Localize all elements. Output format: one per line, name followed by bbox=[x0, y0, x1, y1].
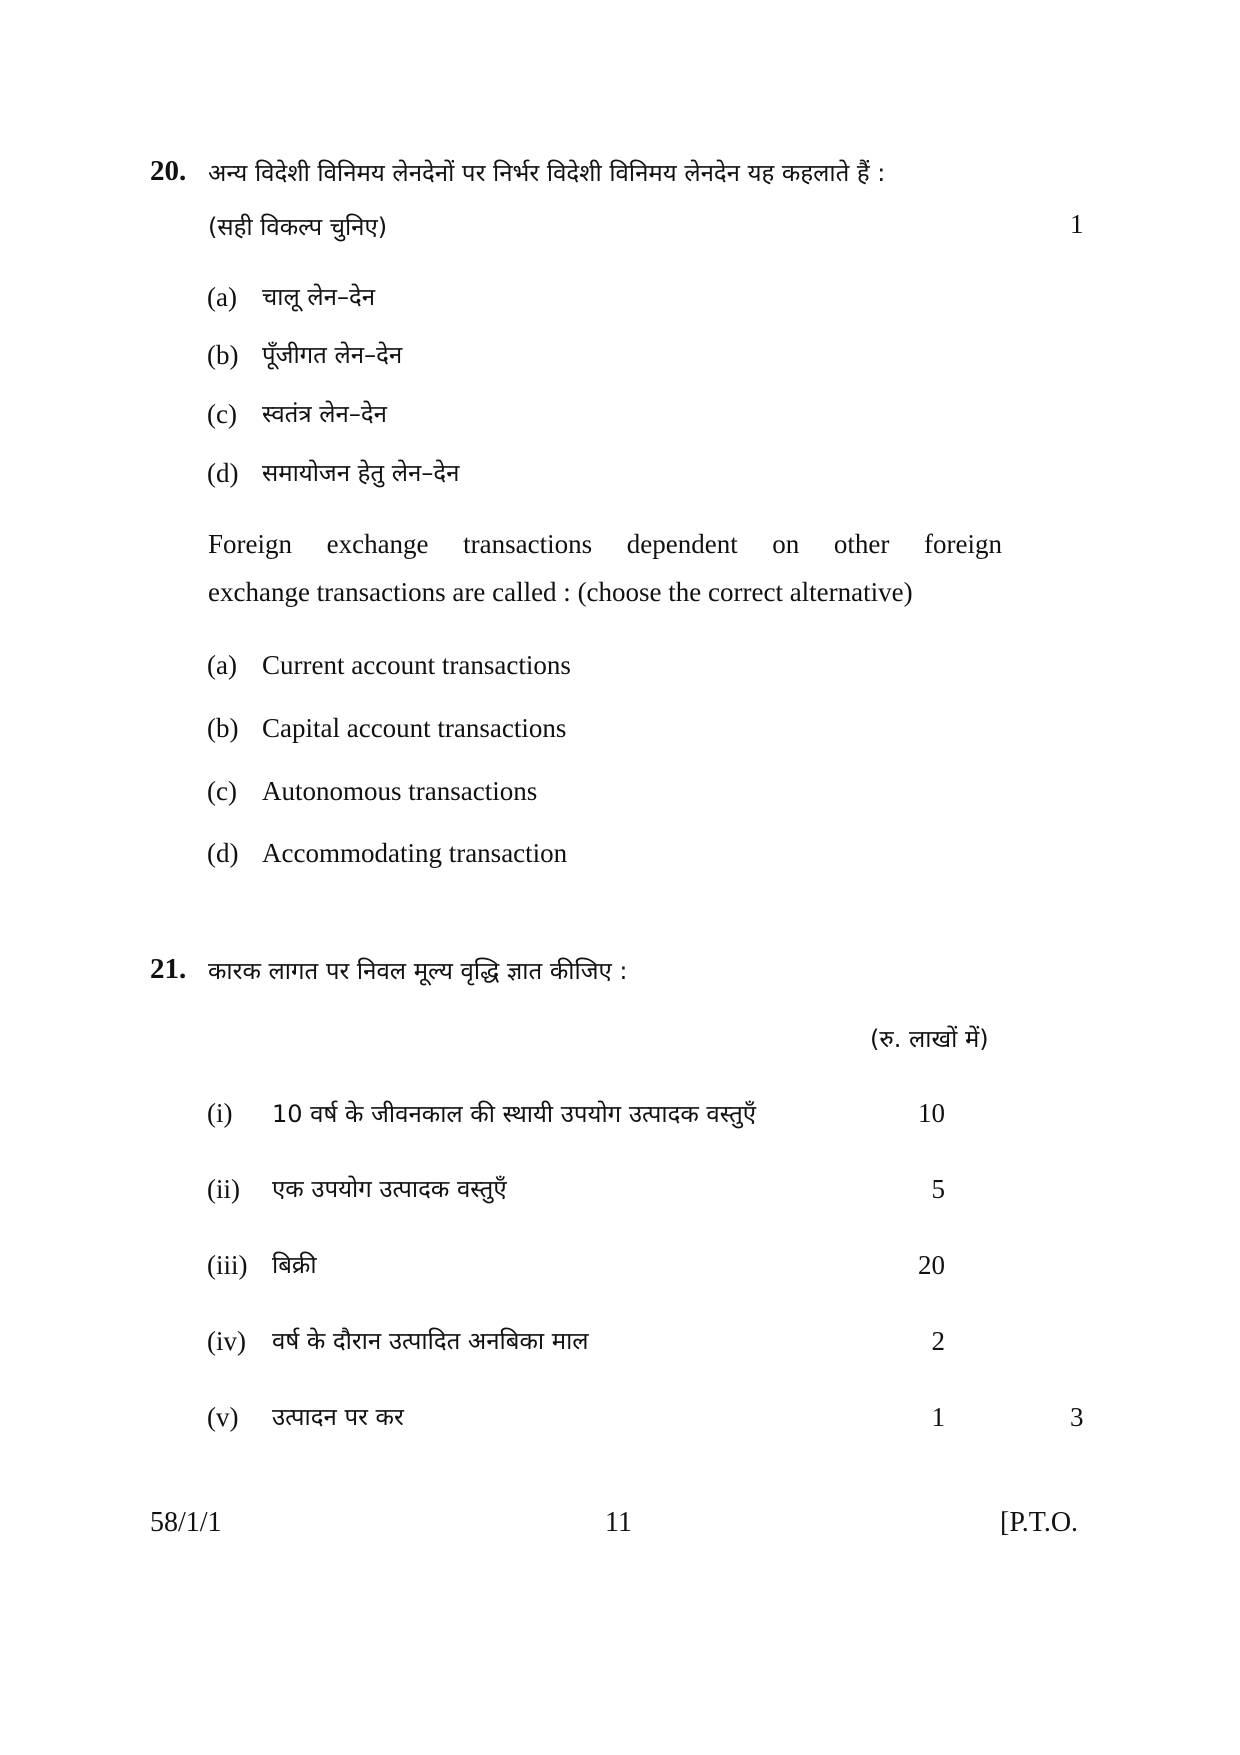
q21-row-v-text: उत्पादन पर कर bbox=[272, 1403, 404, 1431]
question-21-number: 21. bbox=[150, 953, 187, 985]
paper-code: 58/1/1 bbox=[150, 1507, 222, 1538]
q20-english-option-b-text: Capital account transactions bbox=[262, 713, 567, 743]
q20-english-option-b-label: (b) bbox=[207, 713, 239, 743]
q20-hindi-option-a-label: (a) bbox=[207, 282, 237, 312]
q20-hindi-option-c-label: (c) bbox=[207, 399, 237, 429]
question-20-hindi-line2: (सही विकल्प चुनिए) bbox=[208, 213, 388, 241]
q20-hindi-option-d-label: (d) bbox=[207, 458, 239, 488]
q20-english-option-a-text: Current account transactions bbox=[262, 650, 571, 680]
q21-row-ii-label: (ii) bbox=[207, 1174, 240, 1204]
q20-hindi-option-b-label: (b) bbox=[207, 340, 239, 370]
q20-english-option-c-label: (c) bbox=[207, 776, 237, 806]
q21-row-iv-value: 2 bbox=[931, 1326, 945, 1356]
page-number: 11 bbox=[605, 1507, 632, 1538]
q21-row-i-value: 10 bbox=[918, 1098, 945, 1128]
q20-hindi-option-c-text: स्वतंत्र लेन–देन bbox=[262, 400, 387, 428]
question-20-english-line1: Foreign exchange transactions dependent on other foreign bbox=[208, 529, 1002, 559]
q20-english-option-d-label: (d) bbox=[207, 838, 239, 868]
q20-hindi-option-a-text: चालू लेन–देन bbox=[262, 283, 376, 311]
q21-row-ii-text: एक उपयोग उत्पादक वस्तुएँ bbox=[272, 1175, 507, 1203]
please-turn-over: [P.T.O. bbox=[1000, 1507, 1079, 1538]
q21-row-v-value: 1 bbox=[931, 1402, 945, 1432]
q21-row-iii-label: (iii) bbox=[207, 1250, 248, 1280]
question-21-unit: (रु. लाखों में) bbox=[870, 1025, 989, 1053]
q20-hindi-option-b-text: पूँजीगत लेन–देन bbox=[262, 341, 403, 369]
q21-row-iv-text: वर्ष के दौरान उत्पादित अनबिका माल bbox=[272, 1327, 589, 1355]
q20-english-option-c-text: Autonomous transactions bbox=[262, 776, 538, 806]
q21-row-ii-value: 5 bbox=[931, 1174, 945, 1204]
question-20-english-line2: exchange transactions are called : (choose the correct alternative) bbox=[208, 577, 913, 607]
question-21-marks: 3 bbox=[1070, 1402, 1084, 1432]
q21-row-i-label: (i) bbox=[207, 1098, 233, 1128]
q21-row-i-text: 10 वर्ष के जीवनकाल की स्थायी उपयोग उत्पादक वस्तुएँ bbox=[272, 1100, 757, 1128]
q20-hindi-option-d-text: समायोजन हेतु लेन–देन bbox=[262, 459, 460, 487]
question-21-hindi-text: कारक लागत पर निवल मूल्य वृद्धि ज्ञात कीजिए : bbox=[208, 957, 628, 985]
question-20-hindi-line1: अन्य विदेशी विनिमय लेनदेनों पर निर्भर विदेशी विनिमय लेनदेन यह कहलाते हैं : bbox=[208, 159, 886, 187]
q20-english-option-a-label: (a) bbox=[207, 650, 237, 680]
q20-english-option-d-text: Accommodating transaction bbox=[262, 838, 568, 868]
q21-row-iii-value: 20 bbox=[918, 1250, 945, 1280]
q21-row-v-label: (v) bbox=[207, 1402, 239, 1432]
question-20-number: 20. bbox=[150, 155, 187, 187]
question-20-marks: 1 bbox=[1070, 209, 1084, 239]
question-20-english-text bbox=[208, 520, 1002, 616]
q21-row-iii-text: बिक्री bbox=[272, 1251, 317, 1279]
q21-row-iv-label: (iv) bbox=[207, 1326, 246, 1356]
